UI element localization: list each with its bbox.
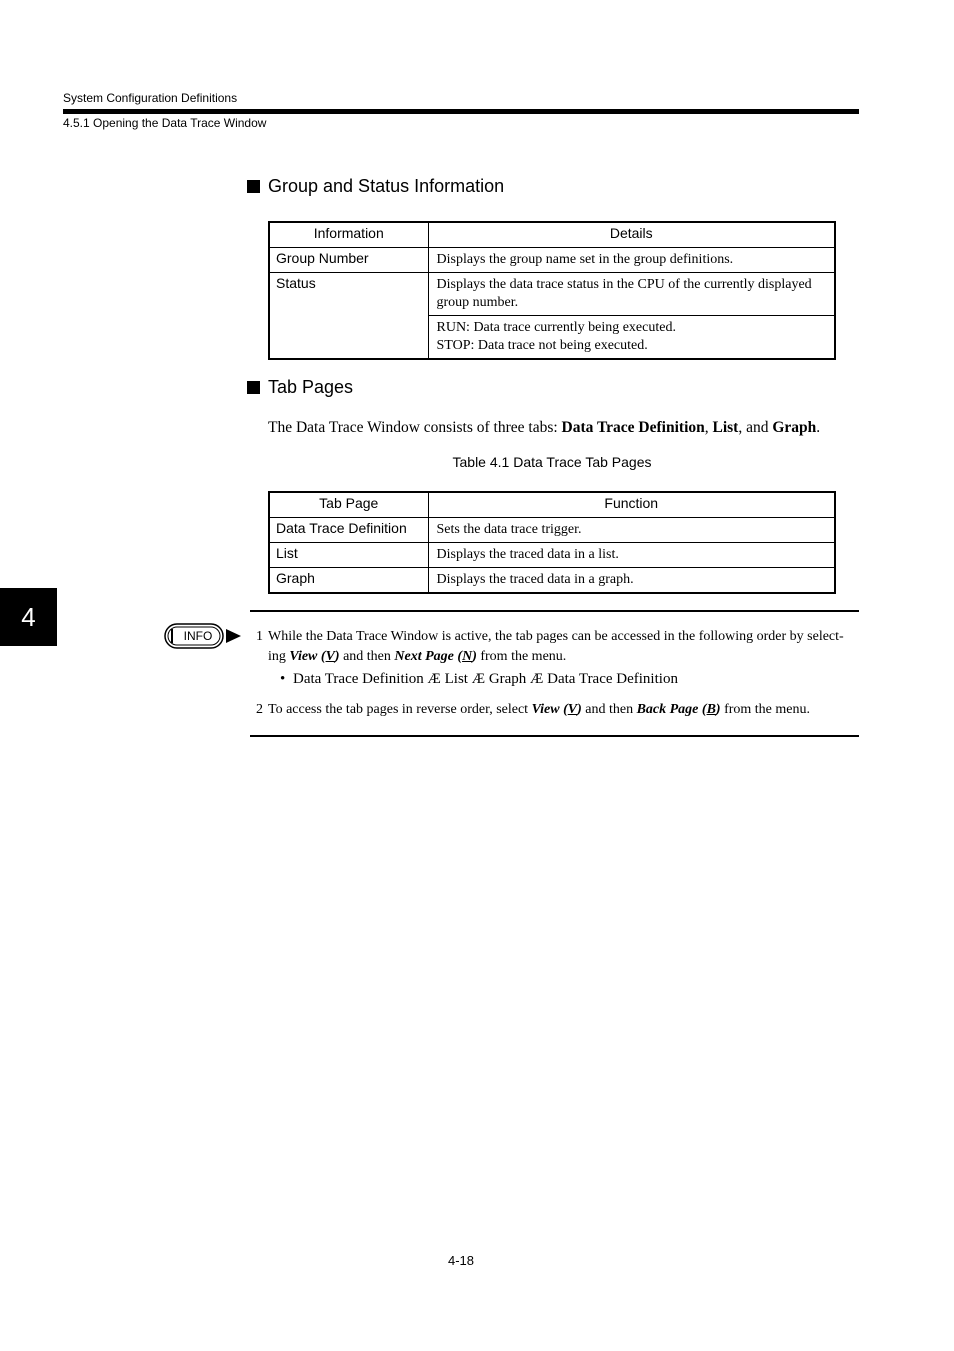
table-cell: Graph	[269, 567, 428, 593]
table-cell: Displays the group name set in the group definitions.	[428, 247, 835, 272]
note-text: and then	[339, 649, 395, 664]
info-note-1-line-1: While the Data Trace Window is active, the tab pages can be accessed in the following order by select-	[268, 629, 844, 644]
note-text: ing	[268, 649, 290, 664]
note-text: )	[715, 702, 721, 717]
intro-text: ,	[704, 419, 713, 436]
note-text: from the menu.	[476, 649, 567, 664]
group-status-heading	[247, 176, 504, 197]
table-cell: Displays the traced data in a list.	[428, 542, 835, 567]
status-stop-line: STOP: Data trace not being executed.	[436, 337, 648, 353]
menu-view-key: V	[325, 649, 335, 664]
column-header: Details	[428, 222, 835, 247]
chapter-tab: 4	[0, 588, 57, 646]
table-cell: Group Number	[269, 247, 428, 272]
square-bullet-icon	[247, 180, 260, 193]
menu-view-label: View (	[531, 702, 568, 717]
table-caption: Table 4.1 Data Trace Tab Pages	[452, 454, 652, 470]
info-icon-label: INFO	[183, 629, 213, 643]
info-bullet-text: Data Trace Definition Æ List Æ Graph Æ Data Trace Definition	[293, 671, 678, 687]
info-note-2-number: 2	[256, 702, 263, 717]
info-bullet: •	[280, 671, 286, 687]
table-row	[269, 517, 835, 542]
info-icon	[164, 623, 244, 649]
table-row	[269, 542, 835, 567]
intro-text: .	[816, 419, 821, 436]
square-bullet-icon	[247, 381, 260, 394]
tab-pages-intro	[268, 419, 820, 437]
tab-pages-table	[268, 491, 836, 594]
status-run-line: RUN: Data trace currently being executed.	[436, 319, 676, 335]
intro-text: The Data Trace Window consists of three tabs:	[268, 419, 562, 436]
note-text: )	[577, 702, 582, 717]
info-note-1-line-2	[268, 647, 566, 667]
info-top-rule	[250, 610, 859, 612]
page-number: 4-18	[447, 1253, 475, 1268]
table-row	[269, 247, 835, 272]
intro-text: , and	[738, 419, 773, 436]
table-header-row	[269, 222, 835, 247]
note-text: )	[334, 649, 340, 664]
info-bottom-rule	[250, 735, 859, 737]
intro-tab-name: Data Trace Definition	[561, 419, 705, 436]
table-cell: Sets the data trace trigger.	[428, 517, 835, 542]
table-cell: Displays the data trace status in the CPU of the currently displayed group number.	[428, 272, 835, 315]
menu-back-page-label: Back Page (	[636, 702, 707, 717]
intro-tab-name: List	[712, 419, 739, 436]
tab-pages-heading	[247, 377, 353, 398]
header-rule	[63, 109, 859, 114]
table-row	[269, 567, 835, 593]
menu-view-label: View (	[289, 649, 326, 664]
tab-pages-heading-text: Tab Pages	[268, 377, 354, 397]
table-cell: Displays the traced data in a graph.	[428, 567, 835, 593]
table-cell: Status	[269, 272, 428, 359]
menu-next-page-label: Next Page (	[394, 649, 463, 664]
table-cell: List	[269, 542, 428, 567]
running-header-subsection: 4.5.1 Opening the Data Trace Window	[63, 116, 267, 130]
note-text: )	[472, 649, 477, 664]
menu-view-key: V	[567, 702, 578, 717]
menu-next-page-key: N	[462, 649, 473, 664]
running-header-section: System Configuration Definitions	[63, 91, 238, 105]
info-note-2-line	[268, 700, 810, 720]
info-note-1-number: 1	[256, 629, 263, 644]
note-text: To access the tab pages in reverse order, select	[268, 702, 532, 717]
column-header: Function	[428, 492, 835, 517]
table-cell: Data Trace Definition	[269, 517, 428, 542]
column-header: Information	[269, 222, 428, 247]
group-status-table	[268, 221, 836, 360]
table-header-row	[269, 492, 835, 517]
table-cell	[428, 315, 835, 359]
group-status-heading-text: Group and Status Information	[268, 176, 505, 196]
table-row	[269, 272, 835, 315]
note-text: and then	[581, 702, 637, 717]
column-header: Tab Page	[269, 492, 428, 517]
note-text: from the menu.	[720, 702, 810, 717]
intro-tab-name: Graph	[772, 419, 817, 436]
menu-back-page-key: B	[706, 702, 716, 717]
